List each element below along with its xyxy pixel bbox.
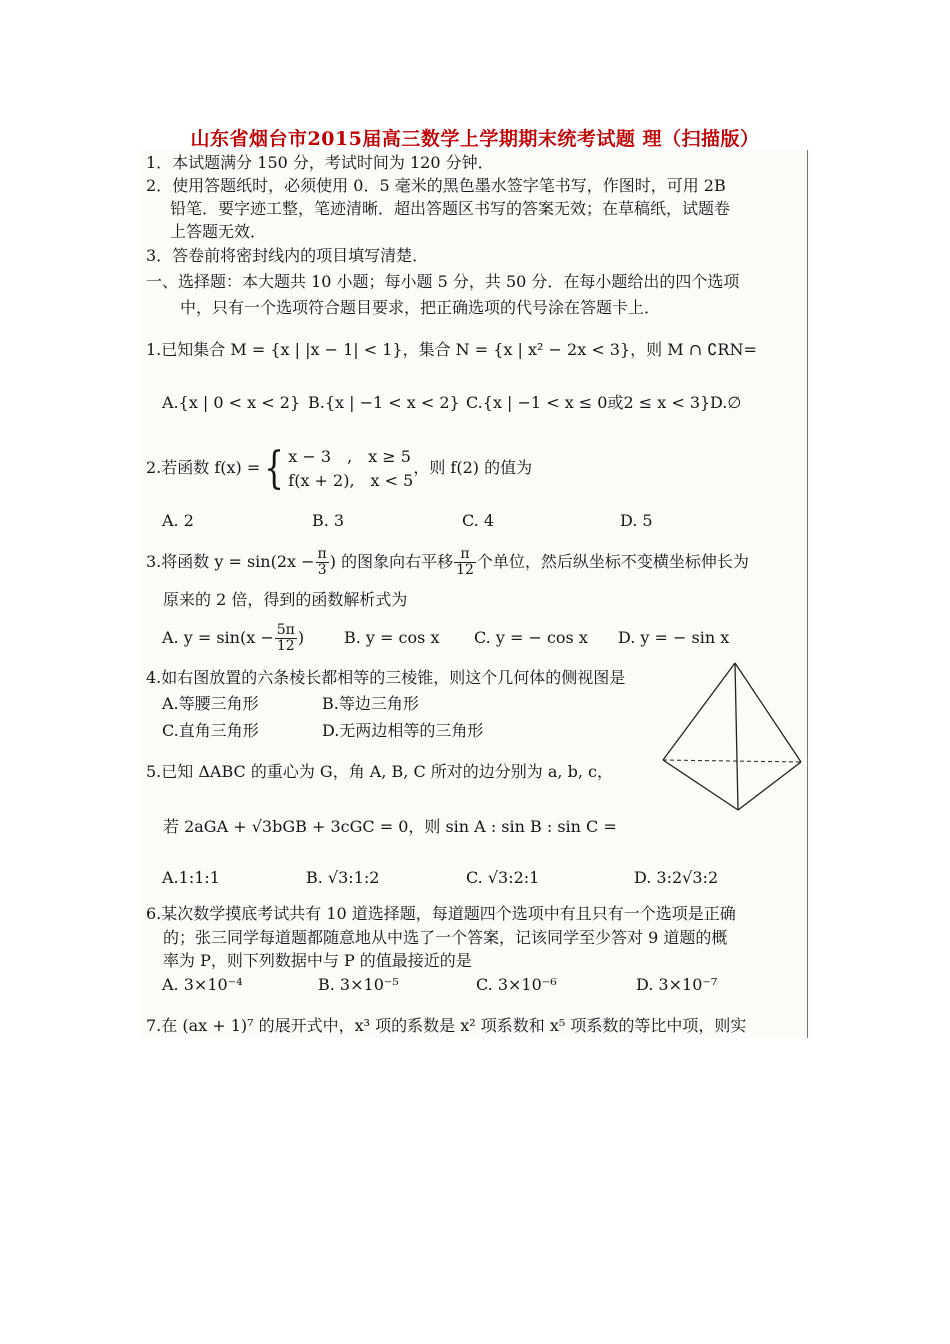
q3-opt-a-pre: A. y = sin(x − [162,628,274,647]
question-1: 1.已知集合 M = {x | |x − 1| < 1}，集合 N = {x | x² − 2x < 3}，则 M ∩ ∁RN= [146,340,757,359]
q3-opt-a-post: ) [297,628,305,647]
edge-front [735,663,738,810]
q3-option-c: C. y = − cos x [474,628,588,647]
base-right [738,762,801,810]
q6-option-c: C. 3×10⁻⁶ [476,975,557,994]
edge-left [663,663,735,760]
document-title: 山东省烟台市2015届高三数学上学期期末统考试题 理（扫描版） [190,128,760,150]
q3-fraction-1 [316,547,329,578]
q3-opt-a-fraction [275,623,297,654]
q3-option-a [162,620,304,656]
q3-option-b: B. y = cos x [344,628,440,647]
q3-frac1-num: π [317,546,327,562]
q5-condition: 若 2aGA + √3bGB + 3cGC = 0，则 sin A : sin B : sin C = [163,817,617,836]
q2-suffix: ，则 f(2) 的值为 [413,458,533,477]
q6-option-a: A. 3×10⁻⁴ [162,975,243,994]
question-5: 5.已知 ΔABC 的重心为 G，角 A, B, C 所对的边分别为 a, b, c， [146,762,613,781]
scan-right-edge [807,150,808,1038]
q2-option-d: D. 5 [620,511,653,530]
question-2 [146,444,532,493]
q3-frac2-num: π [454,547,476,563]
base-left [663,760,738,810]
q2-prefix: 2.若函数 f(x) = [146,458,261,477]
q6-line-3: 率为 P，则下列数据中与 P 的值最接近的是 [163,951,472,970]
q1-option-a: A.{x | 0 < x < 2} [162,393,301,412]
q3-fraction-2 [454,547,476,578]
note-2-cont: 铅笔．要字迹工整，笔迹清晰．超出答题区书写的答案无效；在草稿纸，试题卷 [170,199,731,218]
q4-option-b: B.等边三角形 [322,694,419,713]
tetrahedron-figure [660,660,805,815]
q3-frac2-den: 12 [456,562,474,578]
q3-opt-a-den: 12 [276,638,295,654]
q3-part-a: 3.将函数 y = sin(2x − [146,552,315,571]
q6-line-2: 的；张三同学每道题都随意地从中选了一个答案，记该同学至少答对 9 道题的概 [163,928,728,947]
q1-option-b: B.{x | −1 < x < 2} [308,393,460,412]
q4-option-c: C.直角三角形 [162,721,259,740]
note-2: 2．使用答题纸时，必须使用 0．5 毫米的黑色墨水签字笔书写，作图时，可用 2B [146,176,726,195]
q5-option-b: B. √3:1:2 [306,868,380,887]
q1-option-d: D.∅ [710,393,742,412]
q2-option-a: A. 2 [162,511,194,530]
q2-cases [288,445,413,493]
q5-option-d: D. 3:2√3:2 [634,868,719,887]
section-heading-cont: 中，只有一个选项符合题目要求，把正确选项的代号涂在答题卡上． [180,298,661,317]
q3-frac1-den: 3 [317,562,327,578]
q4-option-a: A.等腰三角形 [162,694,259,713]
q3-part-c: 个单位，然后纵坐标不变横坐标伸长为 [476,552,749,571]
question-7: 7.在 (ax + 1)⁷ 的展开式中，x³ 项的系数是 x² 项系数和 x⁵ 项系数的等比中项，则实 [146,1016,747,1035]
q2-option-b: B. 3 [312,511,345,530]
q6-option-b: B. 3×10⁻⁵ [318,975,399,994]
q2-case-1: x − 3 , x ≥ 5 [288,446,411,466]
q3-option-d: D. y = − sin x [618,628,730,647]
q3-opt-a-num: 5π [276,622,295,638]
q4-option-d: D.无两边相等的三角形 [322,721,484,740]
q5-option-c: C. √3:2:1 [466,868,540,887]
question-6: 6.某次数学摸底考试共有 10 道选择题，每道题四个选项中有且只有一个选项是正确 [146,904,736,923]
q1-option-c: C.{x | −1 < x ≤ 0或2 ≤ x < 3} [466,393,711,412]
note-1: 1．本试题满分 150 分，考试时间为 120 分钟． [146,153,494,172]
q3-part-b: ) 的图象向右平移 [329,552,454,571]
q6-option-d: D. 3×10⁻⁷ [636,975,718,994]
hidden-edge [663,760,801,762]
question-3 [146,544,749,580]
section-heading: 一、选择题：本大题共 10 小题；每小题 5 分，共 50 分．在每小题给出的四个选项 [146,272,740,291]
edge-right [735,663,801,762]
note-3: 3．答卷前将密封线内的项目填写清楚． [146,246,429,265]
q2-brace: { [264,442,285,494]
q3-line-2: 原来的 2 倍，得到的函数解析式为 [163,590,408,609]
q2-case-2: f(x + 2), x < 5 [288,470,414,490]
note-2-cont-2: 上答题无效． [170,222,267,241]
question-4: 4.如右图放置的六条棱长都相等的三棱锥，则这个几何体的侧视图是 [146,668,626,687]
q2-option-c: C. 4 [462,511,495,530]
q5-option-a: A.1:1:1 [162,868,220,887]
